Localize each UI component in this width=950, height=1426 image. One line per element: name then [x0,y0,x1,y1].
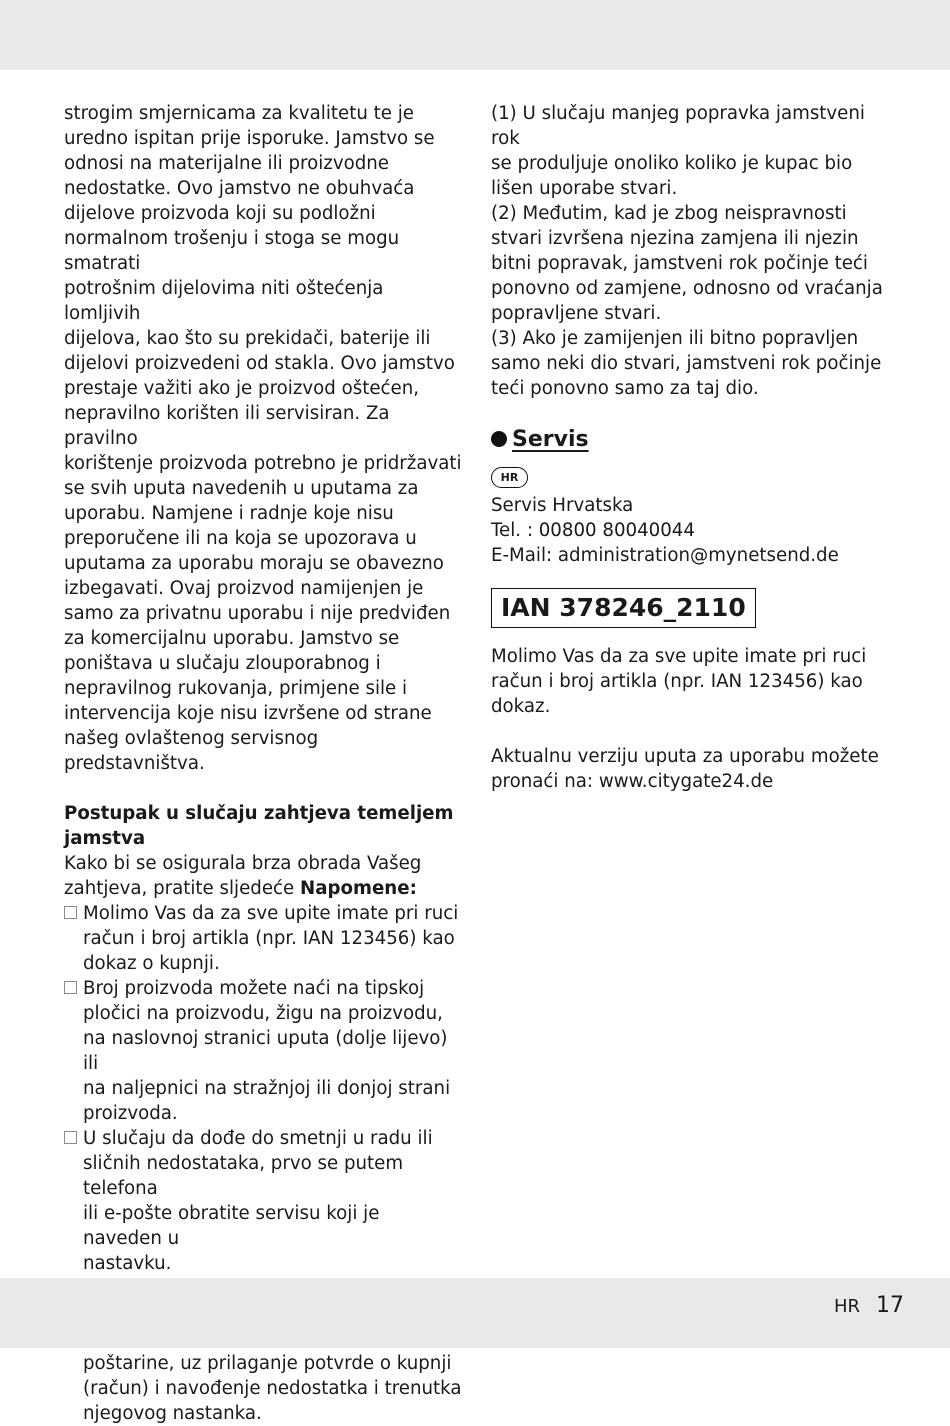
paragraph-spacer [491,719,891,744]
intro-line: nedostatke. Ovo jamstvo ne obuhvaća [64,178,415,199]
online-manual-note [491,744,891,794]
intro-line: samo za privatnu uporabu i nije predviđen [64,603,451,624]
country-badge: HR [491,467,528,488]
checklist-line: na naslovnoj stranici uputa (dolje lijevo) ili [83,1028,448,1074]
checklist-line: Molimo Vas da za sve upite imate pri ruci [83,903,459,924]
checklist-line: nastavku. [83,1253,172,1274]
intro-line: uporabu. Namjene i radnje koje nisu [64,503,394,524]
note-line: račun i broj artikla (npr. IAN 123456) kao [491,671,863,692]
warranty-line: se produljuje onoliko koliko je kupac bio [491,153,853,174]
left-column [64,101,462,1426]
checkbox-icon [64,981,77,994]
intro-paragraph [64,101,462,776]
note-line: Molimo Vas da za sve upite imate pri ruci [491,646,867,667]
top-band [0,0,950,70]
intro-line: uputama za uporabu moraju se obavezno [64,553,444,574]
checklist-line: Broj proizvoda možete naći na tipskoj [83,978,425,999]
intro-line: dijelovi proizvedeni od stakla. Ovo jamstvo [64,353,455,374]
procedure-intro-line: Kako bi se osigurala brza obrada Vašeg [64,853,422,874]
procedure-heading [64,801,462,851]
warranty-line: (3) Ako je zamijenjen ili bitno popravljen [491,328,859,349]
checklist-line: pločici na proizvodu, žigu na proizvodu, [83,1003,443,1024]
service-email: E-Mail: administration@mynetsend.de [491,545,839,566]
intro-line: izbegavati. Ovaj proizvod namijenjen je [64,578,424,599]
checklist-line: njegovog nastanka. [83,1403,262,1424]
intro-line: strogim smjernicama za kvalitetu te je [64,103,414,124]
warranty-line: stvari izvršena njezina zamjena ili njezin [491,228,859,249]
procedure-heading-line: jamstva [64,828,146,849]
intro-line: dijelove proizvoda koji su podložni [64,203,376,224]
checklist-line: (račun) i navođenje nedostatka i trenutka [83,1378,462,1399]
intro-line: našeg ovlaštenog servisnog predstavništva. [64,728,319,774]
bullet-dot-icon [491,431,507,447]
page-number: 17 [876,1293,904,1318]
warranty-line: (1) U slučaju manjeg popravka jamstveni rok [491,103,865,149]
intro-line: normalnom trošenju i stoga se mogu smatrati [64,228,400,274]
warranty-line: bitni popravak, jamstveni rok počinje teći [491,253,868,274]
intro-line: nepravilnog rukovanja, primjene sile i [64,678,408,699]
checklist-line: sličnih nedostataka, prvo se putem telefona [83,1153,404,1199]
checklist-line: račun i broj artikla (npr. IAN 123456) kao [83,928,455,949]
intro-line: preporučene ili na koja se upozorava u [64,528,417,549]
service-heading [491,423,891,455]
right-column [491,101,891,794]
warranty-line: ponovno od zamjene, odnosno od vraćanja [491,278,883,299]
checklist-item [64,901,462,976]
intro-line: potrošnim dijelovima niti oštećenja lomljivih [64,278,384,324]
checkbox-icon [64,1131,77,1144]
procedure-intro-bold: Napomene: [300,878,417,899]
checklist-line: na naljepnici na stražnjoj ili donjoj strani [83,1078,451,1099]
intro-line: za komercijalnu uporabu. Jamstvo se [64,628,400,649]
intro-line: uredno ispitan prije isporuke. Jamstvo se [64,128,435,149]
intro-line: odnosi na materijalne ili proizvodne [64,153,389,174]
warranty-line: samo neki dio stvari, jamstveni rok počinje [491,353,882,374]
procedure-intro [64,851,462,901]
checklist-item [64,1126,462,1276]
procedure-intro-prefix: zahtjeva, pratite sljedeće [64,878,300,899]
checkbox-icon [64,906,77,919]
ian-label: IAN 378246_2110 [491,588,756,628]
online-line: Aktualnu verziju uputa za uporabu možete [491,746,879,767]
procedure-heading-line: Postupak u slučaju zahtjeva temeljem [64,803,454,824]
paragraph-spacer [64,776,462,801]
ian-note [491,644,891,719]
warranty-line: lišen uporabe stvari. [491,178,678,199]
service-phone: Tel. : 00800 80040044 [491,520,695,541]
intro-line: intervencija koje nisu izvršene od strane [64,703,432,724]
checklist-line: proizvoda. [83,1103,178,1124]
warranty-line: (2) Međutim, kad je zbog neispravnosti [491,203,847,224]
intro-line: prestaje važiti ako je proizvod oštećen, [64,378,420,399]
checklist-line: dokaz o kupnji. [83,953,220,974]
bottom-band [0,1278,950,1348]
intro-line: dijelova, kao što su prekidači, baterije ili [64,328,431,349]
service-name: Servis Hrvatska [491,495,634,516]
online-line: pronaći na: www.citygate24.de [491,771,774,792]
warranty-line: popravljene stvari. [491,303,662,324]
intro-line: korištenje proizvoda potrebno je pridržavati [64,453,462,474]
page-footer [834,1293,904,1318]
footer-language: HR [833,1296,860,1317]
checklist-line: ili e-pošte obratite servisu koji je naveden u [83,1203,380,1249]
service-title: Servis [512,426,589,452]
intro-line: poništava u slučaju zlouporabnog i [64,653,381,674]
checklist-line: U slučaju da dođe do smetnji u radu ili [83,1128,433,1149]
checklist-item [64,976,462,1126]
intro-line: nepravilno korišten ili servisiran. Za pravilno [64,403,390,449]
checklist-line: poštarine, uz prilaganje potvrde o kupnji [83,1353,452,1374]
note-line: dokaz. [491,696,551,717]
warranty-line: teći ponovno samo za taj dio. [491,378,759,399]
service-contact [491,493,891,568]
warranty-paragraph [491,101,891,401]
intro-line: se svih uputa navedenih u uputama za [64,478,419,499]
